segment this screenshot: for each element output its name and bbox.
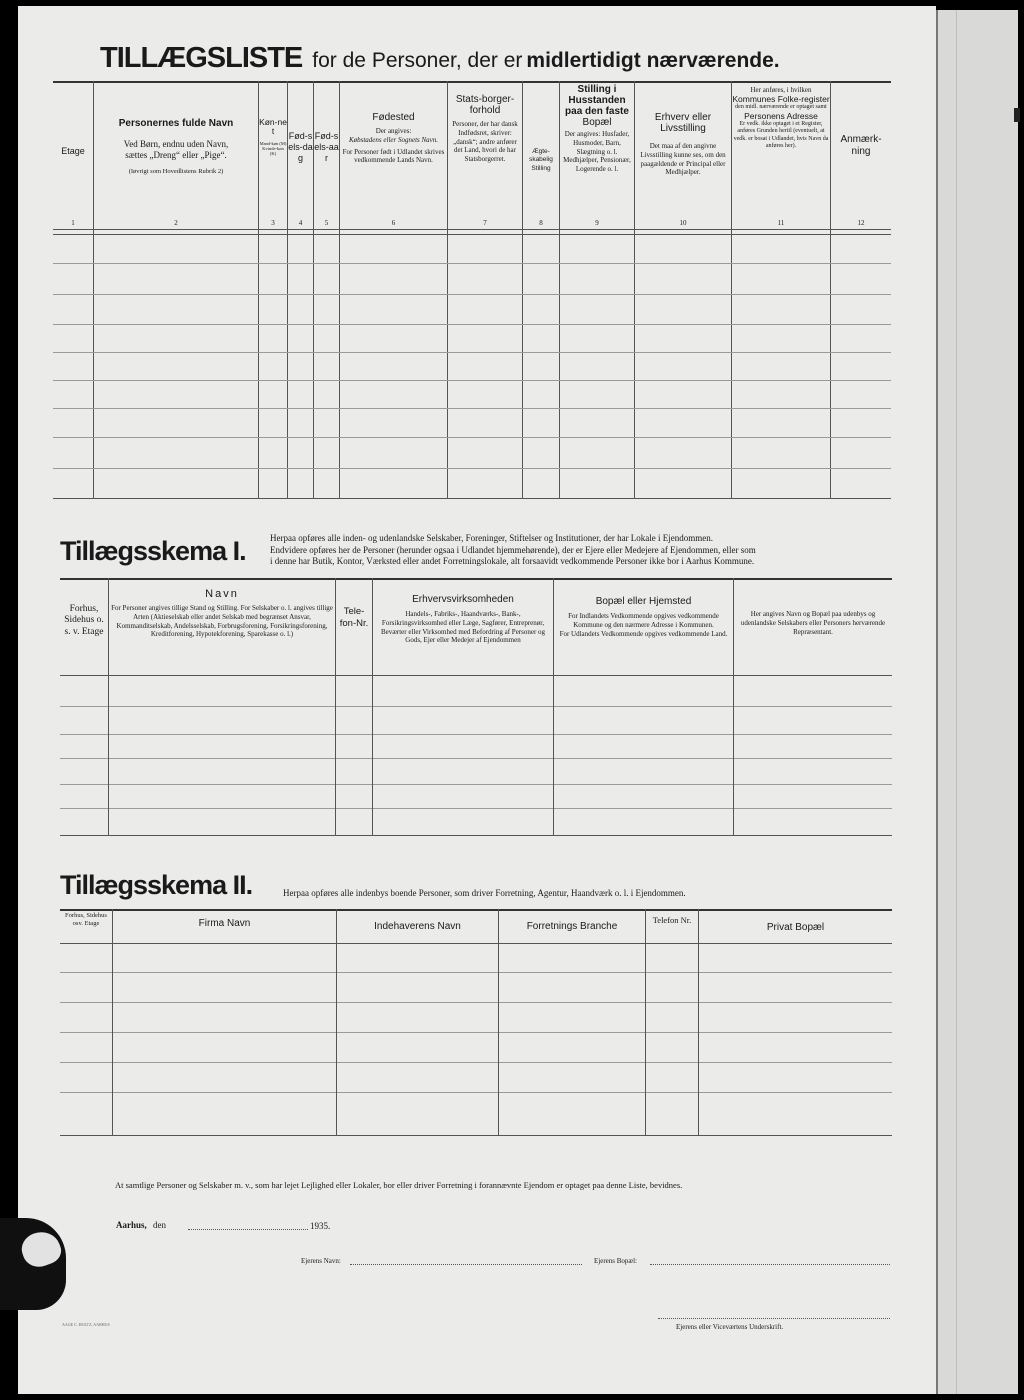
col-num-7: 7 — [483, 219, 487, 227]
skema2-col-indehaver: Indehaverens Navn — [374, 921, 461, 932]
col-etage: Etage — [61, 146, 85, 156]
skema1-title: Tillægsskema I. — [60, 536, 246, 566]
col-statsborgerforhold: Stats-borger-forhold Personer, der har dansk Indfødsret, skriver: „dansk“; andre anfører det Land, hvori de har Statsborgerret. — [452, 94, 518, 163]
col-num-9: 9 — [595, 219, 599, 227]
col-aegteskabelig: Ægte-skabelig Stilling — [529, 148, 553, 172]
col-stilling-husstand: Stilling i Husstanden paa den faste Bopæl Der angives: Husfader, Husmoder, Barn, Slægtning o. l. Medhjælper, Pensionær, Logerende o. l. — [563, 84, 631, 173]
col-erhverv: Erhverv eller Livsstilling Det maa af den angivne Livsstilling kunne ses, om den paagældende er Principal eller Medhjælper. — [640, 112, 726, 177]
city-label: Aarhus, — [116, 1220, 147, 1230]
col-navn: Personernes fulde Navn Ved Børn, endnu uden Navn, sættes „Dreng“ eller „Pige“. (Iøvrigt som Hovedlistens Rubrik 2) — [118, 118, 234, 175]
col-num-1: 1 — [71, 219, 75, 227]
col-num-3: 3 — [271, 219, 275, 227]
title-rest: for de Personer, der er — [312, 49, 523, 72]
skema2-description: Herpaa opføres alle indenbys boende Personer, som driver Forretning, Agentur, Haandværk o. l. i Ejendommen. — [283, 888, 686, 898]
date-field[interactable] — [188, 1229, 308, 1230]
owner-name-label: Ejerens Navn: — [301, 1257, 341, 1265]
skema2-title: Tillægsskema II. — [60, 870, 253, 900]
col-num-4: 4 — [298, 219, 303, 227]
owner-name-field[interactable] — [350, 1264, 582, 1265]
skema1-col-etage: Forhus, Sidehus o. s. v. Etage — [64, 604, 104, 637]
skema1-col-repraesentant: Her angives Navn og Bopæl paa udenbys og udenlandske Selskabers eller Personers herværende Repræsentant. — [740, 610, 886, 636]
skema2-col-branche: Forretnings Branche — [526, 921, 618, 932]
year-label: 1935. — [310, 1221, 331, 1231]
title-bold: TILLÆGSLISTE — [100, 42, 303, 74]
skema2-col-firma: Firma Navn — [198, 918, 251, 929]
owner-address-label: Ejerens Bopæl: — [594, 1257, 637, 1265]
signature-field[interactable] — [658, 1318, 890, 1319]
skema1-col-telefon: Tele-fon-Nr. — [339, 606, 369, 630]
col-num-2: 2 — [174, 219, 178, 227]
col-foedselsdag: Fød-sels-dag — [288, 131, 313, 163]
place-date-line — [116, 1220, 166, 1230]
col-num-5: 5 — [324, 219, 329, 227]
signature-label: Ejerens eller Viceværtens Underskrift. — [676, 1323, 784, 1331]
col-folkeregister: Her anføres, i hvilken Kommunes Folke-register den midl. nærværende er optaget samt Personens Adresse Er vedk. ikke optaget i et Register, anføres Grunden hertil (eventuelt, at vedk. er bosat i Udlandet, hvis Navn da anføres her). — [732, 86, 830, 150]
col-num-6: 6 — [391, 219, 396, 227]
col-anmaerkning: Anmærk-ning — [840, 134, 882, 157]
printer-imprint: AAGE C. HOLTZ, AARHUS — [62, 1322, 110, 1327]
owner-address-field[interactable] — [650, 1264, 890, 1265]
thumb — [0, 1218, 66, 1310]
col-num-10: 10 — [679, 219, 687, 227]
col-num-12: 12 — [857, 219, 865, 227]
skema1-col-erhverv: Erhvervsvirksomheden Handels-, Fabriks-, Haandværks-, Bank-, Forsikringsvirksomhed eller Læge, Sagfører, Entreprenør, Beværter eller Virksomhed med Befordring af Personer og Gods, Ejer eller Medejer af Ejendommen — [380, 594, 546, 645]
col-num-8: 8 — [539, 219, 543, 227]
skema1-col-bopael: Bopæl eller Hjemsted For Indlandets Vedkommende opgives vedkommende Kommune og den nærmere Adresse i Kommunen. For Udlandets Vedkommende opgives vedkommende Land. — [559, 596, 728, 638]
declaration-text: At samtlige Personer og Selskaber m. v., som har lejet Lejlighed eller Lokaler, bor eller driver Forretning i forannævnte Ejendom er optaget paa denne Liste, bevidnes. — [115, 1180, 683, 1190]
skema2-col-etage: Forhus, Sidehus osv. Etage — [65, 912, 107, 928]
skema1-col-navn: Navn For Personer angives tillige Stand og Stilling. For Selskaber o. l. angives tillige Arten (Aktieselskab eller andet Selskab med begrænset Ansvar, Kommanditselskab, Andelsselskab, Forbrugsforening, Forsikringsforening, Kreditforening, Hypotekforening, Sparekasse o. l.) — [111, 588, 333, 639]
adjacent-page — [936, 10, 1018, 1394]
col-foedested: Fødested Der angives: Købstadens eller Sognets Navn. For Personer født i Udlandet skrives vedkommende Lands Navn. — [342, 112, 445, 165]
title-end: midlertidigt nærværende. — [526, 49, 780, 72]
page-title — [100, 42, 780, 75]
col-foedselsaar: Fød-sels-aar — [314, 131, 339, 163]
den-label: den — [153, 1220, 167, 1230]
col-num-11: 11 — [777, 219, 785, 227]
form-page — [18, 6, 936, 1394]
skema1-description: Herpaa opføres alle inden- og udenlandske Selskaber, Foreninger, Stiftelser og Institutioner, der har Lokale i Ejendommen. Endvidere opføres her de Personer (herunder ogsaa i Udlandet hjemmehørende), der er Ejere eller Medejere af Ejendommen, eller som i denne har Butik, Kontor, Værksted eller andet Forretningslokale, alt forsaavidt vedkommende Personer ikke bor i Aarhus Kommune. — [270, 533, 756, 567]
skema2-col-privat-bopael: Privat Bopæl — [766, 922, 825, 933]
skema2-col-telefon: Telefon Nr. — [652, 915, 692, 925]
col-koen: Køn-net Mand-køn (M) Kvinde-køn (K) — [259, 117, 287, 157]
